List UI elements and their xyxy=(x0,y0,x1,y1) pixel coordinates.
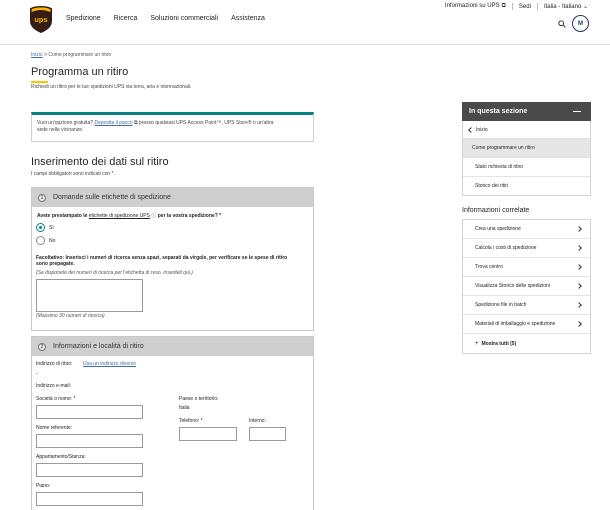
hint-text: (Se disponete dei numeri di ricerca per xyxy=(36,270,122,276)
banner-line-2: sede nelle vicinanze. xyxy=(37,127,84,133)
apartment-label: Appartamento/Stanza: xyxy=(36,454,86,460)
accordion-title: Domande sulle etichette di spedizione xyxy=(53,194,171,201)
show-all-button[interactable] xyxy=(463,334,590,353)
divider xyxy=(512,3,513,10)
accordion-header-1[interactable] xyxy=(32,188,313,207)
tracking-optional-label xyxy=(36,255,287,267)
locale-selector[interactable] xyxy=(544,3,588,10)
section-nav-back-label: Inizio xyxy=(476,126,488,133)
show-all-label: Mostra tutti (5) xyxy=(481,340,517,347)
contact-label: Nome referente: xyxy=(36,425,73,431)
related-storico-spedizioni[interactable] xyxy=(463,277,590,296)
section-nav xyxy=(462,121,591,196)
required-note: I campi obbligatori sono indicati con *. xyxy=(31,171,115,177)
external-link-icon: ⧉ xyxy=(501,3,506,9)
radio-no-label: No xyxy=(49,238,56,244)
plus-icon: + xyxy=(475,340,479,347)
search-icon[interactable] xyxy=(558,20,566,28)
help-icon[interactable]: ⓘ xyxy=(151,213,157,219)
phone-label: Telefono: * xyxy=(179,418,203,424)
chevron-left-icon xyxy=(468,127,474,133)
tracking-optional-line-1: Facoltativo: Inserisci i numeri di ricerca senza spazi, separati da virgole, per verificare se le spese di ritiro xyxy=(36,255,288,261)
contact-input[interactable] xyxy=(36,434,143,448)
related-label: Spedizione file in batch xyxy=(475,302,527,308)
avatar[interactable] xyxy=(572,15,589,32)
accordion-label-questions xyxy=(31,187,314,331)
section-nav-back[interactable] xyxy=(463,121,590,138)
info-ups-link[interactable] xyxy=(445,3,506,10)
collapse-icon[interactable] xyxy=(573,111,581,112)
ups-logo-text: ups xyxy=(34,15,48,24)
floor-label: Piano: xyxy=(36,483,51,489)
accordion-pickup-info xyxy=(31,336,314,510)
different-address-link[interactable]: Usa un indirizzo diverso xyxy=(83,361,137,367)
banner-text: presso qualsiasi UPS Access Point™, UPS Store® o un'altra xyxy=(138,120,274,126)
section-nav-item-storico[interactable]: Storico dei ritiri xyxy=(463,176,590,195)
chevron-right-icon xyxy=(576,226,582,232)
chevron-right-icon xyxy=(576,264,582,270)
banner-line-1 xyxy=(37,120,308,127)
chevron-right-icon xyxy=(576,321,582,327)
chevron-right-icon xyxy=(576,283,582,289)
section-nav-item-stato[interactable]: Stato richiesta di ritiro xyxy=(463,157,590,176)
chevron-right-icon xyxy=(576,245,582,251)
breadcrumb-home[interactable]: Inizio xyxy=(31,52,43,58)
banner-text: Vuoi un'opzione gratuita? xyxy=(37,120,94,126)
related-label: Trova centro xyxy=(475,264,503,270)
apartment-input[interactable] xyxy=(36,463,143,477)
shipping-labels-link[interactable]: etichette di spedizione UPS xyxy=(88,213,150,219)
tracking-optional-line-2: sono prepagate. xyxy=(36,261,75,267)
divider xyxy=(537,3,538,10)
main-nav xyxy=(66,15,278,22)
related-materiali[interactable] xyxy=(463,315,590,334)
radio-yes[interactable] xyxy=(36,223,45,232)
info-ups-label: Informazioni su UPS xyxy=(444,3,500,9)
chevron-down-icon: ⌄ xyxy=(582,4,588,10)
breadcrumb xyxy=(31,52,111,58)
tracking-numbers-textarea[interactable] xyxy=(36,279,143,312)
pickup-address-label: Indirizzo di ritiro: xyxy=(36,361,73,367)
question-text: Avete prestampato le xyxy=(37,213,88,219)
email-label: Indirizzo e-mail: xyxy=(36,383,72,389)
company-label: Società o nome: * xyxy=(36,396,76,402)
related-label: Calcola i costi di spedizione xyxy=(475,245,537,251)
avatar-initial: M xyxy=(578,20,583,27)
related-links xyxy=(462,219,591,354)
locale-label: Italia - Italiano xyxy=(543,4,582,10)
country-value: Italia xyxy=(179,405,190,411)
related-label: Crea una spedizione xyxy=(475,226,521,232)
max-tracking-note: (Massimo 30 numeri di ricerca) xyxy=(36,313,105,319)
breadcrumb-current: Come programmare un ritiro xyxy=(48,52,112,58)
ups-logo[interactable] xyxy=(30,6,52,33)
nav-soluzioni-commerciali[interactable]: Soluzioni commerciali xyxy=(150,15,219,22)
step-number: 1 xyxy=(38,194,46,202)
section-nav-header[interactable] xyxy=(462,102,591,121)
section-nav-item-come-programmare[interactable]: Come programmare un ritiro xyxy=(463,138,590,157)
related-batch[interactable] xyxy=(463,296,590,315)
related-crea-spedizione[interactable] xyxy=(463,220,590,239)
related-label: Materiali di imballaggio e spedizione xyxy=(475,321,556,327)
floor-input[interactable] xyxy=(36,492,143,506)
step-number: 2 xyxy=(38,343,46,351)
page-title: Programma un ritiro xyxy=(31,66,129,78)
related-calcola-costi[interactable] xyxy=(463,239,590,258)
phone-input[interactable] xyxy=(179,427,237,441)
nav-assistenza[interactable]: Assistenza xyxy=(231,15,265,22)
hint-text: l'etichetta di reso xyxy=(123,270,161,276)
form-title: Inserimento dei dati sul ritiro xyxy=(31,156,169,168)
nav-spedizione[interactable]: Spedizione xyxy=(66,15,101,22)
external-link-icon: ⧉ xyxy=(133,120,138,126)
address-value: - xyxy=(36,371,38,377)
radio-yes-label: Sì xyxy=(49,225,54,231)
radio-no[interactable] xyxy=(36,236,45,245)
country-label: Paese o territorio: xyxy=(179,396,219,402)
accordion-header-2[interactable] xyxy=(32,337,313,356)
breadcrumb-separator: > xyxy=(44,52,47,58)
label-question xyxy=(37,212,221,219)
related-trova-centro[interactable] xyxy=(463,258,590,277)
sedi-link[interactable]: Sedi xyxy=(518,3,531,10)
hint-text: , inseriteli qui.) xyxy=(160,270,193,276)
extension-input[interactable] xyxy=(249,427,286,441)
tracking-hint xyxy=(36,270,193,276)
dropoff-link[interactable]: Deposita il pacco xyxy=(94,120,133,126)
nav-ricerca[interactable]: Ricerca xyxy=(113,15,138,22)
dropoff-banner xyxy=(31,112,314,142)
chevron-right-icon xyxy=(576,302,582,308)
question-text: per la vostra spedizione? * xyxy=(157,213,222,219)
related-title: Informazioni correlate xyxy=(462,207,530,214)
related-label: Visualizza Storico delle spedizioni xyxy=(475,283,550,289)
extension-label: Interno: xyxy=(249,418,266,424)
title-accent-bar xyxy=(31,81,48,83)
accordion-title: Informazioni e località di ritiro xyxy=(53,343,144,350)
company-input[interactable] xyxy=(36,405,143,419)
page-intro: Richiedi un ritiro per le tue spedizioni UPS via terra, aria e internazionali. xyxy=(31,84,192,90)
section-nav-title: In questa sezione xyxy=(469,108,528,115)
global-header xyxy=(0,0,610,45)
utility-nav xyxy=(445,3,588,10)
